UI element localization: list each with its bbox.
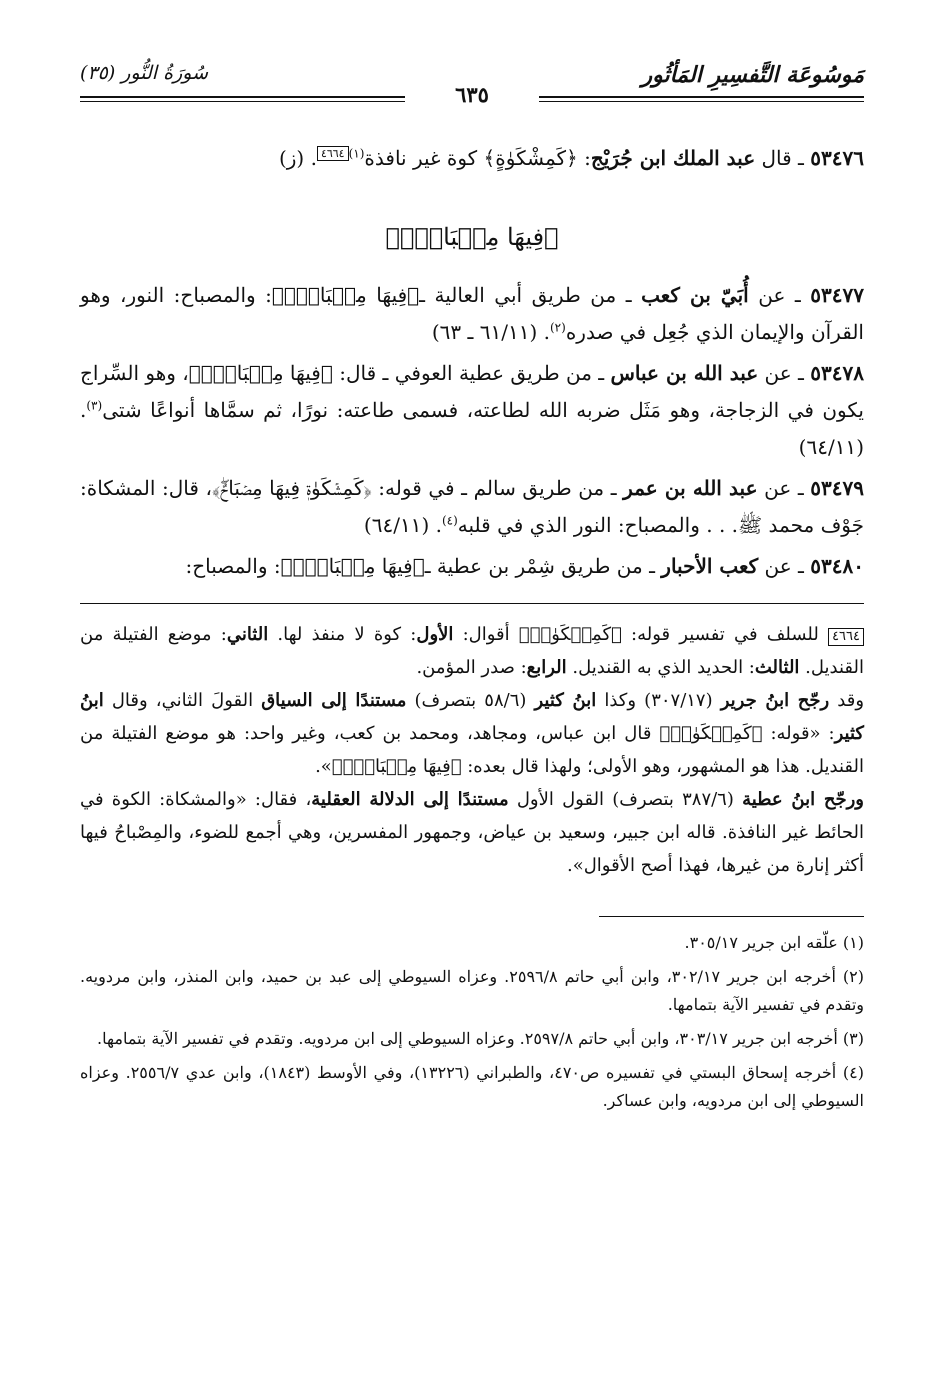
scholar-name: رجّح ابنُ جرير	[720, 690, 830, 711]
text: ، فقال: «والمشكاة: الكوة في الحائط غير النافذة. قاله ابن جبير، وسعيد بن عياض، وجمهور المفسرين، وهي أجمع للضوء، والمِصْباحُ فيها أكثر إنارة من غيرها، فهذا أصح الأقوال».	[80, 789, 864, 876]
text: ـ عن	[748, 283, 811, 307]
reasoning-label: مستندًا إلى الدلالة العقلية	[311, 789, 509, 810]
text: ـ قال	[755, 146, 811, 170]
commentary-ref-box: ٤٦٦٤	[317, 146, 349, 161]
text: وقد	[829, 690, 865, 711]
text: ـ من طريق شِمْر بن عطية ـ﴿فِيهَا مِصۡبَاحٌۖ﴾: والمصباح:	[185, 554, 662, 578]
footnote-ref: (٢)	[549, 320, 566, 335]
text: . (٦٤/١١)	[80, 398, 864, 459]
footnote-ref: (٣)	[86, 398, 103, 413]
footnote-ref: (١)	[348, 146, 365, 161]
page-number: ٦٣٥	[455, 82, 489, 107]
text: ـ عن	[758, 361, 811, 385]
narration-53477	[80, 277, 864, 351]
text: : «قوله: ﴿كَمِشۡكَوٰةٖ﴾ قال ابن عباس، ومجاهد، ومحمد بن كعب، وغير واحد: هو موضع الفتيلة من القنديل. هذا هو المشهور، وهو الأولى؛ ولهذا قال بعده: ﴿فِيهَا مِصۡبَاحٌۖ﴾».	[80, 723, 864, 777]
text: (٣٨٧/٦ بتصرف) القول الأول	[508, 789, 743, 810]
label-fourth: الرابع	[526, 657, 567, 678]
scholar-name: ورجّح ابنُ عطية	[742, 789, 864, 810]
page-header	[80, 62, 864, 112]
narration-53476	[80, 140, 864, 177]
narrator-name: أُبَيّ بن كعب	[641, 283, 749, 307]
commentary-number-box: ٤٦٦٤	[828, 628, 864, 646]
commentary-separator	[80, 603, 864, 604]
text: . (٦٤/١١)	[363, 513, 442, 537]
narration-number: ٥٣٤٧٧	[810, 283, 864, 307]
commentary-paragraph-1	[80, 618, 864, 684]
commentary-paragraph-3	[80, 783, 864, 882]
footnote-1: (١) علّقه ابن جرير ٣٠٥/١٧.	[684, 933, 864, 952]
footnote-ref: (٤)	[441, 513, 458, 528]
narration-53479	[80, 470, 864, 544]
scholar-name: ابنُ كثير	[534, 690, 597, 711]
text: (٣٠٧/١٧) وكذا	[596, 690, 721, 711]
text: ـ عن	[757, 476, 811, 500]
footnote-4: (٤) أخرجه إسحاق البستي في تفسيره ص٤٧٠، والطبراني (١٣٢٢٦)، وفي الأوسط (١٨٤٣)، وابن عدي ٢٥٥٦/٧. وعزاه السيوطي إلى ابن مردويه، وابن عساكر.	[80, 1063, 865, 1110]
text: : كوة لا منفذ لها.	[268, 624, 417, 645]
book-title: مَوسُوعَة التَّفسِيرِ المَأثُور	[641, 62, 864, 88]
narrator-name: عبد الله بن عباس	[610, 361, 759, 385]
text: : صدر المؤمن.	[416, 657, 527, 678]
label-third: الثالث	[754, 657, 800, 678]
text: ـ عن	[758, 554, 811, 578]
narration-number: ٥٣٤٧٦	[810, 146, 864, 170]
label-first: الأول	[416, 624, 454, 645]
footnote-3: (٣) أخرجه ابن جرير ٣٠٣/١٧، وابن أبي حاتم ٢٥٩٧/٨. وعزاه السيوطي إلى ابن مردويه. وتقدم في تفسير الآية بتمامها.	[97, 1029, 864, 1048]
text: القولَ الثاني، وقال	[103, 690, 262, 711]
footnote-separator	[599, 916, 864, 917]
reasoning-label: مستندًا إلى السياق	[261, 690, 407, 711]
text: . (٦١/١١ ـ ٦٣)	[431, 320, 550, 344]
text: : الحديد الذي به القنديل.	[566, 657, 755, 678]
text: (٥٨/٦ بتصرف)	[406, 690, 535, 711]
narrator-name: كعب الأحبار	[661, 554, 759, 578]
narration-number: ٥٣٤٧٨	[810, 361, 865, 385]
text: : موضع الفتيلة من القنديل.	[80, 624, 864, 678]
text: للسلف في تفسير قوله: ﴿كَمِشۡكَوٰةٖ﴾ أقوال:	[453, 624, 829, 645]
scholar-name: ابنُ كثير	[80, 690, 864, 744]
text: : ﴿كَمِشْكَوٰةٍ﴾ كوة غير نافذة	[364, 146, 591, 170]
text: ـ من طريق أبي العالية ـ﴿فِيهَا مِصۡبَاحٌۖ﴾: والمصباح: النور، وهو القرآن والإيمان الذي جُعِل في صدره	[80, 283, 864, 344]
narrator-name: عبد الملك ابن جُرَيْج	[590, 146, 756, 170]
footnote-2: (٢) أخرجه ابن جرير ٣٠٢/١٧، وابن أبي حاتم ٢٥٩٦/٨. وعزاه السيوطي إلى عبد بن حميد، وابن المنذر، وابن مردويه. وتقدم في تفسير الآية بتمامها.	[80, 967, 865, 1014]
narrator-name: عبد الله بن عمر	[623, 476, 758, 500]
label-second: الثاني	[226, 624, 269, 645]
text: . (ز)	[278, 146, 317, 170]
narration-53480	[80, 548, 864, 585]
main-text	[80, 140, 864, 1121]
narration-53478	[80, 355, 864, 466]
commentary-paragraph-2	[80, 684, 864, 783]
narration-number: ٥٣٤٧٩	[810, 476, 864, 500]
text: ـ من طريق سالم ـ في قوله: ﴿كَمِشۡكَوٰةٖ فِيهَا مِصۡبَاحٌۖ﴾، قال: المشكاة: جَوْف محمد ﷺ. . . والمصباح: النور الذي في قلبه	[80, 476, 864, 537]
narration-number: ٥٣٤٨٠	[810, 554, 864, 578]
surah-title: سُورَةُ النُّور (٣٥)	[80, 62, 208, 84]
text: ـ من طريق عطية العوفي ـ قال: ﴿فِيهَا مِصۡبَاحٌۖ﴾، وهو السِّراج يكون في الزجاجة، وهو مَثَل ضربه الله لطاعته، فسمى طاعته: نورًا، ثم سمَّاها أنواعًا شتى	[80, 361, 864, 422]
section-heading: ﴿فِيهَا مِصۡبَاحٌۖ﴾	[385, 223, 559, 251]
